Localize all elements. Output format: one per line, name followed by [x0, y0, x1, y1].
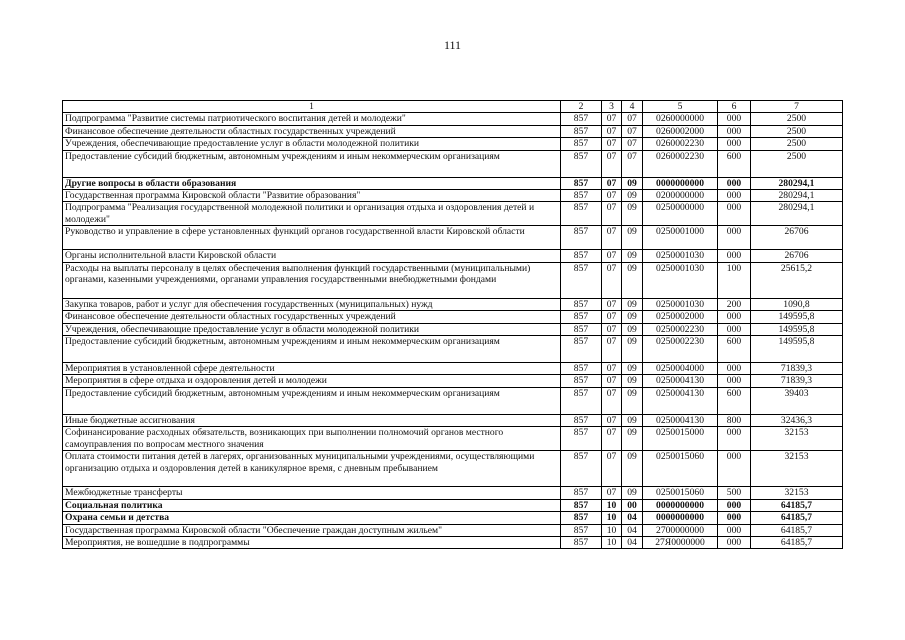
- row-ved-cell: 857: [561, 323, 602, 335]
- row-csr-cell: 0250004130: [643, 414, 718, 426]
- row-vr-cell: 500: [718, 487, 751, 499]
- row-rz-cell: 07: [602, 363, 622, 375]
- row-pr-cell: 09: [622, 427, 643, 451]
- row-ved-cell: 857: [561, 427, 602, 451]
- row-name-cell: Органы исполнительной власти Кировской области: [63, 250, 561, 262]
- row-ved-cell: 857: [561, 536, 602, 548]
- row-pr-cell: 07: [622, 125, 643, 137]
- table-header-row: [63, 101, 843, 113]
- row-csr-cell: 0250004130: [643, 387, 718, 414]
- header-cell-rz: 3: [602, 101, 622, 113]
- row-name-cell: Мероприятия в установленной сфере деятельности: [63, 363, 561, 375]
- row-rz-cell: 07: [602, 250, 622, 262]
- row-csr-cell: 27Я0000000: [643, 536, 718, 548]
- row-ved-cell: 857: [561, 202, 602, 226]
- row-rz-cell: 07: [602, 202, 622, 226]
- row-rz-cell: 07: [602, 387, 622, 414]
- row-vr-cell: 000: [718, 250, 751, 262]
- row-ved-cell: 857: [561, 336, 602, 363]
- row-vr-cell: 200: [718, 298, 751, 310]
- row-pr-cell: 09: [622, 190, 643, 202]
- row-vr-cell: 000: [718, 323, 751, 335]
- table-row: [63, 363, 843, 375]
- row-ved-cell: 857: [561, 125, 602, 137]
- row-csr-cell: 0250002000: [643, 311, 718, 323]
- table-row: [63, 202, 843, 226]
- row-vr-cell: 000: [718, 113, 751, 125]
- row-ved-cell: 857: [561, 138, 602, 150]
- row-csr-cell: 0250002230: [643, 323, 718, 335]
- table-row: [63, 451, 843, 487]
- row-ved-cell: 857: [561, 177, 602, 189]
- row-name-cell: Межбюджетные трансферты: [63, 487, 561, 499]
- row-pr-cell: 09: [622, 298, 643, 310]
- row-sum-cell: 71839,3: [751, 363, 843, 375]
- row-csr-cell: 0250001030: [643, 262, 718, 298]
- header-cell-sum: 7: [751, 101, 843, 113]
- row-name-cell: Мероприятия, не вошедшие в подпрограммы: [63, 536, 561, 548]
- row-name-cell: Предоставление субсидий бюджетным, автономным учреждениям и иным некоммерческим организациям: [63, 336, 561, 363]
- header-cell-name: 1: [63, 101, 561, 113]
- row-ved-cell: 857: [561, 363, 602, 375]
- row-pr-cell: 09: [622, 451, 643, 487]
- row-sum-cell: 280294,1: [751, 190, 843, 202]
- row-ved-cell: 857: [561, 298, 602, 310]
- row-name-cell: Руководство и управление в сфере установленных функций органов государственной власти Кировской области: [63, 226, 561, 250]
- table-row: [63, 150, 843, 177]
- table-row: [63, 536, 843, 548]
- row-vr-cell: 000: [718, 427, 751, 451]
- row-name-cell: Учреждения, обеспечивающие предоставление услуг в области молодежной политики: [63, 138, 561, 150]
- table-row: [63, 323, 843, 335]
- row-csr-cell: 0250000000: [643, 202, 718, 226]
- row-ved-cell: 857: [561, 311, 602, 323]
- row-rz-cell: 07: [602, 487, 622, 499]
- row-rz-cell: 07: [602, 323, 622, 335]
- row-sum-cell: 1090,8: [751, 298, 843, 310]
- row-sum-cell: 64185,7: [751, 512, 843, 524]
- row-vr-cell: 000: [718, 451, 751, 487]
- row-ved-cell: 857: [561, 387, 602, 414]
- row-vr-cell: 000: [718, 524, 751, 536]
- row-name-cell: Финансовое обеспечение деятельности областных государственных учреждений: [63, 125, 561, 137]
- row-rz-cell: 07: [602, 427, 622, 451]
- header-cell-csr: 5: [643, 101, 718, 113]
- row-vr-cell: 600: [718, 387, 751, 414]
- row-ved-cell: 857: [561, 375, 602, 387]
- row-name-cell: Государственная программа Кировской области "Обеспечение граждан доступным жильем": [63, 524, 561, 536]
- row-pr-cell: 09: [622, 311, 643, 323]
- row-pr-cell: 07: [622, 150, 643, 177]
- table-row: [63, 375, 843, 387]
- row-csr-cell: 0260000000: [643, 113, 718, 125]
- row-name-cell: Государственная программа Кировской области "Развитие образования": [63, 190, 561, 202]
- row-sum-cell: 64185,7: [751, 536, 843, 548]
- row-csr-cell: 0250001030: [643, 298, 718, 310]
- row-csr-cell: 0000000000: [643, 499, 718, 511]
- row-ved-cell: 857: [561, 499, 602, 511]
- row-ved-cell: 857: [561, 487, 602, 499]
- row-name-cell: Финансовое обеспечение деятельности областных государственных учреждений: [63, 311, 561, 323]
- row-sum-cell: 32436,3: [751, 414, 843, 426]
- row-name-cell: Подпрограмма "Реализация государственной молодежной политики и организация отдыха и оздоровления детей и молодежи": [63, 202, 561, 226]
- row-vr-cell: 600: [718, 336, 751, 363]
- row-sum-cell: 26706: [751, 226, 843, 250]
- row-pr-cell: 04: [622, 524, 643, 536]
- table-row: [63, 524, 843, 536]
- row-pr-cell: 09: [622, 375, 643, 387]
- header-cell-vr: 6: [718, 101, 751, 113]
- row-pr-cell: 09: [622, 226, 643, 250]
- row-sum-cell: 149595,8: [751, 311, 843, 323]
- row-name-cell: Расходы на выплаты персоналу в целях обеспечения выполнения функций государственными (муниципальными) органами, казенными учреждениями, органами управления государственными внебюджетными фондами: [63, 262, 561, 298]
- row-rz-cell: 07: [602, 125, 622, 137]
- row-pr-cell: 09: [622, 262, 643, 298]
- row-csr-cell: 0250001030: [643, 250, 718, 262]
- table-row: [63, 262, 843, 298]
- row-name-cell: Иные бюджетные ассигнования: [63, 414, 561, 426]
- row-csr-cell: 0200000000: [643, 190, 718, 202]
- row-csr-cell: 0260002230: [643, 138, 718, 150]
- row-rz-cell: 07: [602, 414, 622, 426]
- row-csr-cell: 0250004130: [643, 375, 718, 387]
- row-pr-cell: 07: [622, 113, 643, 125]
- row-rz-cell: 07: [602, 336, 622, 363]
- row-rz-cell: 07: [602, 298, 622, 310]
- row-name-cell: Охрана семьи и детства: [63, 512, 561, 524]
- row-sum-cell: 64185,7: [751, 524, 843, 536]
- row-rz-cell: 10: [602, 536, 622, 548]
- row-rz-cell: 07: [602, 262, 622, 298]
- row-vr-cell: 000: [718, 536, 751, 548]
- table-row: [63, 311, 843, 323]
- row-ved-cell: 857: [561, 226, 602, 250]
- row-csr-cell: 0000000000: [643, 512, 718, 524]
- row-sum-cell: 2500: [751, 113, 843, 125]
- row-rz-cell: 07: [602, 113, 622, 125]
- row-pr-cell: 04: [622, 512, 643, 524]
- row-rz-cell: 07: [602, 150, 622, 177]
- budget-table: [62, 100, 843, 549]
- row-name-cell: Предоставление субсидий бюджетным, автономным учреждениям и иным некоммерческим организациям: [63, 150, 561, 177]
- row-pr-cell: 09: [622, 177, 643, 189]
- table-row: [63, 125, 843, 137]
- row-vr-cell: 000: [718, 177, 751, 189]
- row-sum-cell: 39403: [751, 387, 843, 414]
- row-vr-cell: 000: [718, 363, 751, 375]
- row-sum-cell: 149595,8: [751, 336, 843, 363]
- table-row: [63, 177, 843, 189]
- table-row: [63, 499, 843, 511]
- row-name-cell: Учреждения, обеспечивающие предоставление услуг в области молодежной политики: [63, 323, 561, 335]
- row-vr-cell: 000: [718, 311, 751, 323]
- row-vr-cell: 000: [718, 138, 751, 150]
- row-sum-cell: 26706: [751, 250, 843, 262]
- row-ved-cell: 857: [561, 113, 602, 125]
- row-vr-cell: 000: [718, 375, 751, 387]
- row-ved-cell: 857: [561, 250, 602, 262]
- row-csr-cell: 0260002230: [643, 150, 718, 177]
- row-vr-cell: 000: [718, 202, 751, 226]
- row-name-cell: Закупка товаров, работ и услуг для обеспечения государственных (муниципальных) нужд: [63, 298, 561, 310]
- table-row: [63, 250, 843, 262]
- row-vr-cell: 100: [718, 262, 751, 298]
- row-ved-cell: 857: [561, 524, 602, 536]
- page-number: 111: [443, 38, 462, 52]
- row-rz-cell: 10: [602, 512, 622, 524]
- row-csr-cell: 0250015060: [643, 451, 718, 487]
- row-csr-cell: 0250002230: [643, 336, 718, 363]
- row-rz-cell: 07: [602, 311, 622, 323]
- row-name-cell: Подпрограмма "Развитие системы патриотического воспитания детей и молодежи": [63, 113, 561, 125]
- row-vr-cell: 600: [718, 150, 751, 177]
- row-sum-cell: 149595,8: [751, 323, 843, 335]
- row-pr-cell: 09: [622, 202, 643, 226]
- row-name-cell: Софинансирование расходных обязательств, возникающих при выполнении полномочий органов местного самоуправления по вопросам местного значения: [63, 427, 561, 451]
- row-rz-cell: 07: [602, 177, 622, 189]
- row-sum-cell: 25615,2: [751, 262, 843, 298]
- header-cell-pr: 4: [622, 101, 643, 113]
- row-csr-cell: 0250015060: [643, 487, 718, 499]
- row-ved-cell: 857: [561, 262, 602, 298]
- row-csr-cell: 2700000000: [643, 524, 718, 536]
- row-ved-cell: 857: [561, 190, 602, 202]
- row-sum-cell: 2500: [751, 138, 843, 150]
- row-pr-cell: 07: [622, 138, 643, 150]
- row-rz-cell: 07: [602, 226, 622, 250]
- row-pr-cell: 04: [622, 536, 643, 548]
- row-rz-cell: 07: [602, 375, 622, 387]
- row-pr-cell: 09: [622, 323, 643, 335]
- row-rz-cell: 10: [602, 524, 622, 536]
- row-ved-cell: 857: [561, 414, 602, 426]
- row-csr-cell: 0250004000: [643, 363, 718, 375]
- row-pr-cell: 09: [622, 414, 643, 426]
- table-row: [63, 113, 843, 125]
- row-vr-cell: 000: [718, 512, 751, 524]
- row-csr-cell: 0250001000: [643, 226, 718, 250]
- row-sum-cell: 2500: [751, 125, 843, 137]
- row-ved-cell: 857: [561, 150, 602, 177]
- row-rz-cell: 07: [602, 451, 622, 487]
- row-name-cell: Другие вопросы в области образования: [63, 177, 561, 189]
- row-name-cell: Мероприятия в сфере отдыха и оздоровления детей и молодежи: [63, 375, 561, 387]
- row-sum-cell: 2500: [751, 150, 843, 177]
- table-row: [63, 387, 843, 414]
- row-vr-cell: 000: [718, 499, 751, 511]
- row-name-cell: Оплата стоимости питания детей в лагерях, организованных муниципальными учреждениями, осуществляющими организацию отдыха и оздоровления детей в каникулярное время, с дневным пребыванием: [63, 451, 561, 487]
- table-row: [63, 298, 843, 310]
- row-rz-cell: 07: [602, 190, 622, 202]
- row-sum-cell: 71839,3: [751, 375, 843, 387]
- row-vr-cell: 800: [718, 414, 751, 426]
- row-csr-cell: 0260002000: [643, 125, 718, 137]
- row-csr-cell: 0250015000: [643, 427, 718, 451]
- row-vr-cell: 000: [718, 125, 751, 137]
- table-row: [63, 414, 843, 426]
- row-csr-cell: 0000000000: [643, 177, 718, 189]
- table-row: [63, 336, 843, 363]
- row-rz-cell: 07: [602, 138, 622, 150]
- row-sum-cell: 32153: [751, 427, 843, 451]
- row-pr-cell: 09: [622, 363, 643, 375]
- row-name-cell: Социальная политика: [63, 499, 561, 511]
- row-pr-cell: 09: [622, 250, 643, 262]
- row-rz-cell: 10: [602, 499, 622, 511]
- table-row: [63, 138, 843, 150]
- table-row: [63, 427, 843, 451]
- row-sum-cell: 64185,7: [751, 499, 843, 511]
- row-ved-cell: 857: [561, 451, 602, 487]
- row-sum-cell: 280294,1: [751, 202, 843, 226]
- header-cell-ved: 2: [561, 101, 602, 113]
- row-pr-cell: 09: [622, 336, 643, 363]
- row-sum-cell: 32153: [751, 451, 843, 487]
- row-pr-cell: 09: [622, 387, 643, 414]
- row-pr-cell: 00: [622, 499, 643, 511]
- table-row: [63, 226, 843, 250]
- row-vr-cell: 000: [718, 226, 751, 250]
- table-row: [63, 487, 843, 499]
- table-row: [63, 190, 843, 202]
- row-sum-cell: 280294,1: [751, 177, 843, 189]
- row-sum-cell: 32153: [751, 487, 843, 499]
- table-row: [63, 512, 843, 524]
- row-name-cell: Предоставление субсидий бюджетным, автономным учреждениям и иным некоммерческим организациям: [63, 387, 561, 414]
- row-pr-cell: 09: [622, 487, 643, 499]
- row-vr-cell: 000: [718, 190, 751, 202]
- row-ved-cell: 857: [561, 512, 602, 524]
